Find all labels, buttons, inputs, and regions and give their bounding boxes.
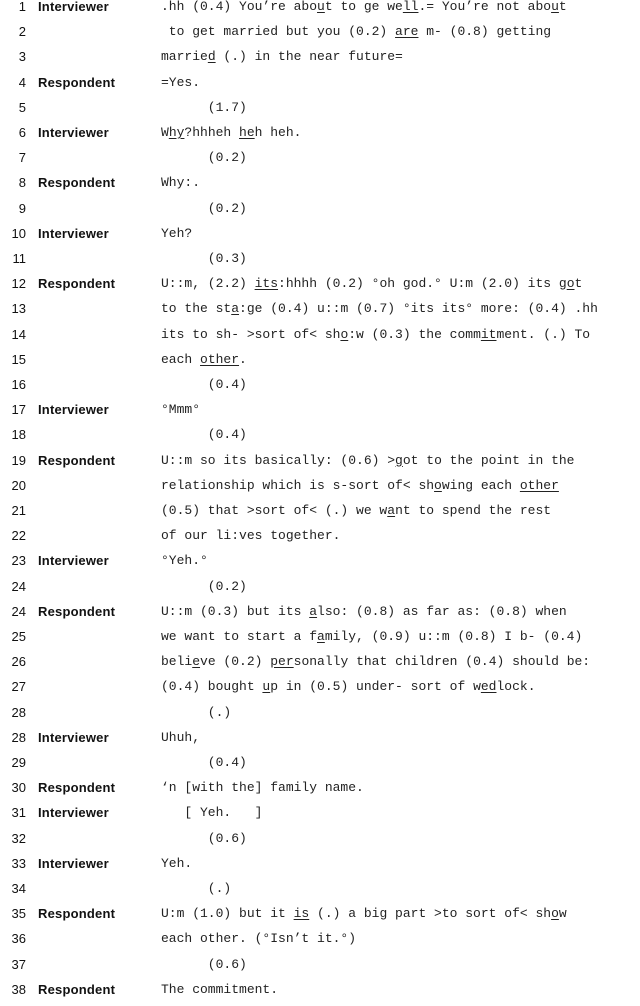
speaker-label: Interviewer: [38, 729, 109, 745]
speaker-label: Respondent: [38, 780, 116, 796]
utterance-text: each other.: [161, 351, 247, 367]
transcript-line: [0, 503, 640, 527]
transcript-line: [0, 679, 640, 703]
utterance-text: believe (0.2) personally that children (0.4) should be:: [161, 654, 591, 670]
transcript-line: [0, 251, 640, 275]
utterance-text: .hh (0.4) You’re about to ge well.= You’re not about: [161, 0, 567, 14]
utterance-text: °Mmm°: [161, 402, 201, 418]
utterance-text: Yeh?: [161, 225, 193, 241]
line-number: 10: [11, 225, 26, 241]
line-number: 21: [11, 503, 26, 518]
speaker-label: Respondent: [38, 603, 116, 619]
utterance-text: we want to start a family, (0.9) u::m (0.8) I b- (0.4): [161, 629, 583, 644]
speaker-label: Respondent: [38, 74, 116, 90]
line-number: 35: [11, 906, 26, 922]
utterance-text: to get married but you (0.2) are m- (0.8) getting: [161, 24, 552, 40]
transcript-line: [0, 579, 640, 603]
speaker-label: Interviewer: [38, 402, 109, 418]
utterance-text: (.): [161, 704, 232, 720]
line-number: 16: [11, 377, 26, 392]
line-number: 38: [11, 981, 26, 997]
utterance-text: (0.2): [161, 200, 247, 216]
line-number: 5: [18, 99, 26, 115]
line-number: 25: [11, 629, 26, 644]
line-number: 29: [11, 755, 26, 770]
utterance-text: to the sta:ge (0.4) u::m (0.7) °its its° more: (0.4) .hh: [161, 301, 598, 317]
line-number: 24: [11, 578, 26, 594]
transcript-line: [0, 352, 640, 376]
transcript-line: [0, 75, 640, 99]
speaker-label: Respondent: [38, 175, 116, 191]
transcript-line: [0, 730, 640, 754]
transcript-line: [0, 301, 640, 325]
speaker-label: Respondent: [38, 981, 116, 997]
transcript-line: [0, 49, 640, 73]
utterance-text: (0.2): [161, 578, 247, 594]
line-number: 33: [11, 855, 26, 871]
utterance-text: (0.6): [161, 956, 247, 972]
transcript-line: [0, 175, 640, 199]
transcript-line: [0, 276, 640, 300]
utterance-text: Yeh.: [161, 855, 193, 871]
transcript-line: [0, 201, 640, 225]
utterance-text: of our li:ves together.: [161, 528, 341, 544]
line-number: 4: [18, 74, 26, 90]
transcript-line: [0, 755, 640, 779]
line-number: 37: [11, 956, 26, 972]
line-number: 34: [11, 881, 26, 896]
line-number: 31: [11, 805, 26, 821]
transcript-line: [0, 427, 640, 451]
transcript-line: [0, 150, 640, 174]
utterance-text: (0.4): [161, 377, 247, 392]
line-number: 20: [11, 477, 26, 493]
transcript-line: [0, 100, 640, 124]
speaker-label: Interviewer: [38, 225, 109, 241]
transcript-line: [0, 856, 640, 880]
utterance-text: (1.7): [161, 99, 247, 115]
line-number: 9: [18, 200, 26, 216]
utterance-text: its to sh- >sort of< sho:w (0.3) the commitment. (.) To: [161, 326, 591, 342]
line-number: 23: [11, 553, 26, 569]
transcript-line: [0, 906, 640, 930]
transcript-line: [0, 226, 640, 250]
utterance-text: °Yeh.°: [161, 553, 208, 569]
line-number: 22: [11, 528, 26, 544]
utterance-text: (0.2): [161, 150, 247, 166]
line-number: 1: [18, 0, 26, 14]
transcript-line: [0, 478, 640, 502]
line-number: 17: [11, 402, 26, 418]
speaker-label: Respondent: [38, 276, 116, 292]
utterance-text: Why:.: [161, 175, 201, 191]
utterance-text: Uhuh,: [161, 729, 201, 745]
utterance-text: (.): [161, 881, 232, 896]
speaker-label: Interviewer: [38, 855, 109, 871]
line-number: 12: [11, 276, 26, 292]
line-number: 8: [18, 175, 26, 191]
line-number: 3: [18, 49, 26, 65]
line-number: 6: [18, 125, 26, 140]
line-number: 19: [11, 452, 26, 468]
speaker-label: Interviewer: [38, 553, 109, 569]
line-number: 11: [12, 251, 26, 266]
line-number: 14: [11, 326, 26, 342]
line-number: 28: [11, 729, 26, 745]
speaker-label: Interviewer: [38, 125, 109, 140]
transcript-line: [0, 957, 640, 981]
transcript-line: [0, 24, 640, 48]
transcript-line: [0, 402, 640, 426]
transcript-line: [0, 805, 640, 829]
line-number: 18: [11, 427, 26, 443]
transcript-line: [0, 0, 640, 23]
transcript-line: [0, 604, 640, 628]
transcript-line: [0, 553, 640, 577]
transcript-line: [0, 881, 640, 905]
transcript-line: [0, 377, 640, 401]
transcript-line: [0, 831, 640, 855]
transcript-line: [0, 629, 640, 653]
transcript-line: [0, 654, 640, 678]
line-number: 24: [11, 603, 26, 619]
transcript-line: [0, 780, 640, 804]
line-number: 15: [11, 351, 26, 367]
utterance-text: each other. (°Isn’t it.°): [161, 931, 357, 947]
line-number: 36: [11, 931, 26, 947]
transcript-line: [0, 705, 640, 729]
line-number: 30: [11, 780, 26, 796]
line-number: 27: [11, 679, 26, 695]
utterance-text: U::m (0.3) but its also: (0.8) as far as: (0.8) when: [161, 603, 567, 619]
utterance-text: (0.6): [161, 830, 247, 846]
line-number: 32: [11, 830, 26, 846]
utterance-text: relationship which is s-sort of< showing each other: [161, 477, 559, 493]
utterance-text: married (.) in the near future=: [161, 49, 403, 65]
utterance-text: (0.4): [161, 427, 247, 443]
transcript-line: [0, 453, 640, 477]
utterance-text: (0.4): [161, 755, 247, 770]
utterance-text: ‘n [with the] family name.: [161, 780, 364, 796]
utterance-text: =Yes.: [161, 74, 201, 90]
utterance-text: (0.3): [161, 251, 247, 266]
utterance-text: Why?hhheh heh heh.: [161, 125, 302, 140]
speaker-label: Respondent: [38, 906, 116, 922]
utterance-text: U::m, (2.2) its:hhhh (0.2) °oh god.° U:m (2.0) its got: [161, 276, 583, 292]
utterance-text: (0.5) that >sort of< (.) we want to spend the rest: [161, 503, 552, 518]
transcript-line: [0, 931, 640, 955]
line-number: 13: [11, 301, 26, 317]
speaker-label: Interviewer: [38, 805, 109, 821]
speaker-label: Interviewer: [38, 0, 109, 14]
line-number: 7: [18, 150, 26, 166]
utterance-text: The commitment.: [161, 981, 279, 997]
utterance-text: (0.4) bought up in (0.5) under- sort of wedlock.: [161, 679, 536, 695]
transcript-line: [0, 327, 640, 351]
transcript-line: [0, 125, 640, 149]
utterance-text: U:m (1.0) but it is (.) a big part >to sort of< show: [161, 906, 567, 922]
line-number: 26: [11, 654, 26, 670]
transcript-line: [0, 528, 640, 552]
speaker-label: Respondent: [38, 452, 116, 468]
utterance-text: U::m so its basically: (0.6) >got to the point in the: [161, 452, 575, 468]
line-number: 28: [11, 704, 26, 720]
utterance-text: [ Yeh. ]: [161, 805, 263, 821]
line-number: 2: [18, 24, 26, 40]
